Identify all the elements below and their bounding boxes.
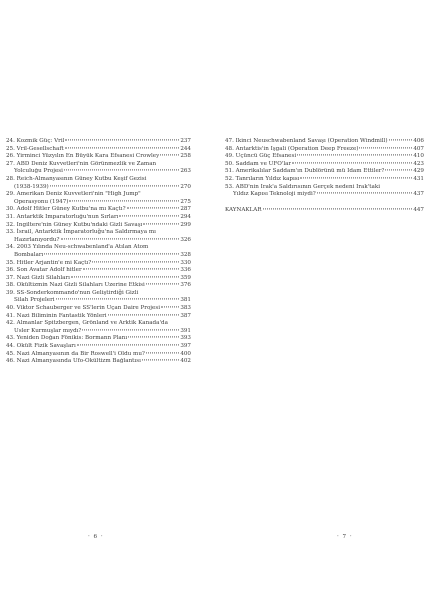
toc-entry-title: 34. 2003 Yılında Neu-schwabenland'a Atılan Atom <box>6 244 149 251</box>
dot-leader <box>108 314 180 315</box>
toc-entry-title: Operasyonu (1947) <box>14 198 69 205</box>
toc-page-number: 431 <box>413 175 424 182</box>
toc-entry-line <box>6 138 191 146</box>
toc-entry-line <box>225 207 424 215</box>
toc-entry <box>6 176 191 191</box>
toc-entry-line <box>6 328 191 336</box>
toc-entry-title: Silah Projeleri <box>14 297 55 304</box>
toc-page-number: 263 <box>180 168 191 175</box>
toc-entry <box>6 335 191 343</box>
toc-entry <box>225 138 424 146</box>
toc-entry-title: 49. Üçüncü Güç Efsanesi <box>225 153 297 160</box>
toc-entry-title: 41. Nazi Biliminin Fantastik Yönleri <box>6 312 107 319</box>
toc-entry-line <box>6 199 191 207</box>
toc-entry-title: 33. İsrail, Antarktik İmparatorluğu'na Saldırmaya mı <box>6 229 156 236</box>
toc-page-number: 326 <box>180 236 191 243</box>
toc-page-number: 294 <box>180 213 191 220</box>
toc-entry-line <box>225 191 424 199</box>
toc-page-number: 391 <box>180 327 191 334</box>
toc-entry-line <box>225 146 424 154</box>
dot-leader <box>143 223 179 224</box>
toc-entry <box>6 229 191 244</box>
toc-entry <box>225 207 424 215</box>
dot-leader <box>71 276 179 277</box>
dot-leader <box>359 147 412 148</box>
dot-leader <box>385 170 412 171</box>
toc-entry-line <box>6 282 191 290</box>
toc-entry-line <box>6 275 191 283</box>
toc-entry-title: Hazırlanıyordu? <box>14 236 60 243</box>
dot-leader <box>65 147 180 148</box>
toc-entry-title: 53. ABD'nin Irak'a Saldırısının Gerçek nedeni Irak'taki <box>225 183 381 190</box>
toc-entry-line <box>6 358 191 366</box>
toc-page-number: 287 <box>180 206 191 213</box>
toc-page-number: 437 <box>413 191 424 198</box>
toc-entry <box>225 168 424 176</box>
toc-entry-title: 32. İngiltere'nin Güney Kutbu'ndaki Gizli Savaşı <box>6 221 143 228</box>
toc-entry-line <box>225 138 424 146</box>
toc-entry-line <box>6 267 191 275</box>
toc-entry <box>6 260 191 268</box>
dot-leader <box>92 261 179 262</box>
toc-page-number: 237 <box>180 138 191 144</box>
toc-entry-title: 45. Nazi Almanyasının da Bir Roswell'i Oldu mu? <box>6 350 145 357</box>
toc-entry <box>6 191 191 206</box>
toc-entry-title: 25. Vril-Gesellschaft <box>6 145 64 152</box>
dot-leader <box>292 162 412 163</box>
toc-entry-line <box>6 335 191 343</box>
toc-entry-title: 37. Nazi Gizli Silahları <box>6 274 70 281</box>
toc-entry-title: 24. Kozmik Güç: Vril <box>6 138 65 144</box>
toc-page-number: 410 <box>413 153 424 160</box>
toc-entry <box>6 214 191 222</box>
toc-entry <box>225 161 424 169</box>
toc-entry <box>6 138 191 146</box>
toc-entry-title: 28. Reich-Almanyasının Güney Kutbu Keşif Gezisi <box>6 175 147 182</box>
toc-entry <box>225 176 424 184</box>
toc-entry-line <box>225 168 424 176</box>
dot-leader <box>263 208 413 209</box>
dot-leader <box>160 155 179 156</box>
toc-entry-title: 40. Viktor Schauberger ve SS'lerin Uçan Daire Projesi <box>6 305 161 312</box>
toc-entry <box>6 275 191 283</box>
toc-entry-title: 43. Yeniden Doğan Fönikis: Bormann Planı <box>6 335 128 342</box>
dot-leader <box>128 337 179 338</box>
toc-entry <box>225 153 424 161</box>
dot-leader <box>83 268 180 269</box>
toc-entry-title: 52. Tanrıların Yıldız kapısı <box>225 175 300 182</box>
dot-leader <box>65 139 179 140</box>
toc-entry-line <box>6 168 191 176</box>
toc-page-number: 429 <box>413 168 424 175</box>
toc-entry-line <box>6 343 191 351</box>
dot-leader <box>146 352 179 353</box>
toc-entry-title: 48. Antarktis'in İşgali (Operation Deep Freeze) <box>225 145 359 152</box>
toc-entry-title: 50. Saddam ve UFO'lar <box>225 160 292 167</box>
toc-page-number: 275 <box>180 198 191 205</box>
toc-entry <box>6 358 191 366</box>
toc-page-number: 270 <box>180 183 191 190</box>
toc-entry-title: Bombaları <box>14 251 44 258</box>
toc-entry-line <box>6 297 191 305</box>
dot-leader <box>146 284 180 285</box>
toc-page-number: 447 <box>413 206 424 213</box>
dot-leader <box>56 299 180 300</box>
toc-entry <box>225 146 424 154</box>
toc-entry-line <box>6 184 191 192</box>
toc-page-number: 393 <box>180 335 191 342</box>
toc-entry <box>6 290 191 305</box>
toc-entry-line <box>6 237 191 245</box>
dot-leader <box>69 200 179 201</box>
toc-entry-title: 39. SS-Sonderkommando'nun Geliştirdiği Gizli <box>6 289 139 296</box>
toc-entry <box>6 222 191 230</box>
toc-page-number: 244 <box>180 145 191 152</box>
toc-entry <box>6 343 191 351</box>
toc-page-number: 400 <box>180 350 191 357</box>
toc-entry-title: 47. İkinci Neuschwabenland Savaşı (Operation Windmill) <box>225 138 388 144</box>
toc-entry <box>6 267 191 275</box>
toc-entry-title: 27. ABD Deniz Kuvvetleri'nin Görünmezlik ve Zaman <box>6 160 157 167</box>
toc-entry <box>6 320 191 335</box>
toc-entry-line <box>6 351 191 359</box>
toc-entry-line <box>6 222 191 230</box>
toc-entry-title: (1938-1939) <box>14 183 49 190</box>
toc-entry-title: Yıldız Kapısı Teknoloji miydi? <box>233 191 316 198</box>
dot-leader <box>82 329 179 330</box>
toc-page-number: 397 <box>180 343 191 350</box>
toc-entry-title: Üsler Kurmuşlar mıydı? <box>14 327 82 334</box>
dot-leader <box>317 193 413 194</box>
toc-page-number: 406 <box>413 138 424 144</box>
toc-page-number: 258 <box>180 153 191 160</box>
toc-entry-title: Yolculuğu Projesi <box>14 168 63 175</box>
dot-leader <box>142 360 179 361</box>
toc-page-number: 299 <box>180 221 191 228</box>
toc-entry <box>6 206 191 214</box>
right-page-number: · 7 · <box>337 534 353 540</box>
toc-page-number: 328 <box>180 251 191 258</box>
toc-page-number: 423 <box>413 160 424 167</box>
toc-page-number: 359 <box>180 274 191 281</box>
toc-right-column <box>225 138 424 214</box>
toc-left-column <box>6 138 191 366</box>
toc-entry-title: 30. Adolf Hitler Güney Kutbu'na mı Kaçtı? <box>6 206 126 213</box>
toc-entry <box>6 305 191 313</box>
toc-entry-title: 46. Nazi Almanyasında Ufo-Okültizm Bağlantısı <box>6 358 141 365</box>
section-gap <box>225 199 424 207</box>
toc-entry-line <box>6 153 191 161</box>
toc-entry-title: 35. Hitler Arjantin'e mi Kaçtı? <box>6 259 92 266</box>
toc-entry <box>6 153 191 161</box>
toc-page-number: 330 <box>180 259 191 266</box>
toc-entry-line <box>6 252 191 260</box>
toc-entry-title: 51. Amerikalılar Saddam'ın Dublörünü mü İdam Ettiler? <box>225 168 385 175</box>
dot-leader <box>44 253 179 254</box>
toc-entry-title: 29. Amerikan Deniz Kuvvetleri'nin "High Jump" <box>6 191 141 198</box>
dot-leader <box>127 208 180 209</box>
toc-entry <box>6 351 191 359</box>
toc-entry-title: 31. Antarktik İmparatorluğu'nun Sırları <box>6 213 119 220</box>
toc-page-number: 407 <box>413 145 424 152</box>
toc-entry-line <box>6 313 191 321</box>
dot-leader <box>61 238 180 239</box>
dot-leader <box>77 344 180 345</box>
toc-entry-title: KAYNAKLAR <box>225 206 262 213</box>
toc-page-number: 387 <box>180 312 191 319</box>
toc-entry-line <box>6 146 191 154</box>
dot-leader <box>50 185 180 186</box>
toc-page-number: 381 <box>180 297 191 304</box>
toc-entry-line <box>225 153 424 161</box>
toc-entry-title: 38. Okültizmin Nazi Gizli Silahları Üzerine Etkisi <box>6 282 145 289</box>
toc-entry-line <box>6 214 191 222</box>
dot-leader <box>297 155 412 156</box>
toc-entry-line <box>6 305 191 313</box>
toc-entry-line <box>6 206 191 214</box>
toc-entry-line <box>6 260 191 268</box>
toc-page-number: 402 <box>180 358 191 365</box>
dot-leader <box>119 215 179 216</box>
left-page-number: · 6 · <box>88 534 104 540</box>
toc-entry-title: 42. Almanlar Spitzbergen, Grönland ve Arktik Kanada'da <box>6 320 168 327</box>
toc-entry <box>225 184 424 199</box>
toc-entry <box>6 244 191 259</box>
toc-page-number: 336 <box>180 267 191 274</box>
toc-entry-title: 36. Son Avatar Adolf hitler <box>6 267 82 274</box>
toc-entry <box>6 161 191 176</box>
toc-entry <box>6 282 191 290</box>
toc-entry-title: 26. Yirminci Yüzyılın En Büyük Kara Efsanesi Crowley <box>6 153 160 160</box>
toc-entry <box>6 313 191 321</box>
toc-page-number: 376 <box>180 282 191 289</box>
dot-leader <box>161 306 179 307</box>
dot-leader <box>389 139 413 140</box>
toc-entry-line <box>225 161 424 169</box>
toc-entry <box>6 146 191 154</box>
toc-page-number: 383 <box>180 305 191 312</box>
toc-entry-title: 44. Okült Fizik Savaşları <box>6 343 76 350</box>
toc-entry-line <box>225 176 424 184</box>
dot-leader <box>64 170 179 171</box>
dot-leader <box>300 177 412 178</box>
